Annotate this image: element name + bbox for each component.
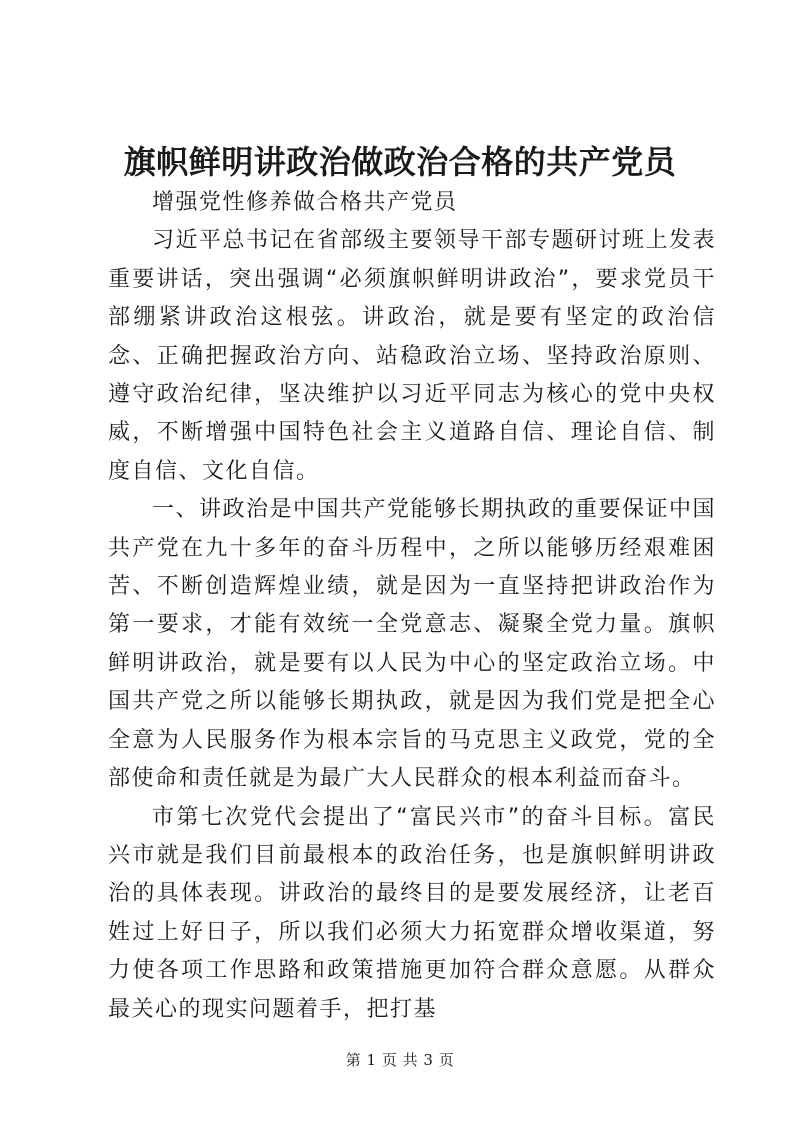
document-body bbox=[108, 184, 716, 1029]
body-paragraph: 市第七次党代会提出了“富民兴市”的奋斗目标。富民兴市就是我们目前最根本的政治任务，也是旗帜鲜明讲政治的具体表现。讲政治的最终目的是要发展经济，让老百姓过上好日子，所以我们必须大力拓宽群众增收渠道，努力使各项工作思路和政策措施更加符合群众意愿。从群众最关心的现实问题着手，把打基 bbox=[108, 804, 716, 1022]
body-paragraph: 习近平总书记在省部级主要领导干部专题研讨班上发表重要讲话，突出强调“必须旗帜鲜明讲政治”，要求党员干部绷紧讲政治这根弦。讲政治，就是要有坚定的政治信念、正确把握政治方向、站稳政治立场、坚持政治原则、遵守政治纪律，坚决维护以习近平同志为核心的党中央权威，不断增强中国特色社会主义道路自信、理论自信、制度自信、文化自信。 bbox=[108, 228, 717, 484]
body-paragraph: 一、讲政治是中国共产党能够长期执政的重要保证中国共产党在九十多年的奋斗历程中，之所以能够历经艰难困苦、不断创造辉煌业绩，就是因为一直坚持把讲政治作为第一要求，才能有效统一全党意志、凝聚全党力量。旗帜鲜明讲政治，就是要有以人民为中心的坚定政治立场。中国共产党之所以能够长期执政，就是因为我们党是把全心全意为人民服务作为根本宗旨的马克思主义政党，党的全部使命和责任就是为最广大人民群众的根本利益而奋斗。 bbox=[108, 497, 717, 792]
document-title: 旗帜鲜明讲政治做政治合格的共产党员 bbox=[123, 143, 677, 181]
subtitle-paragraph: 增强党性修养做合格共产党员 bbox=[152, 190, 458, 215]
page-number-footer: 第 1 页 共 3 页 bbox=[345, 1051, 455, 1069]
